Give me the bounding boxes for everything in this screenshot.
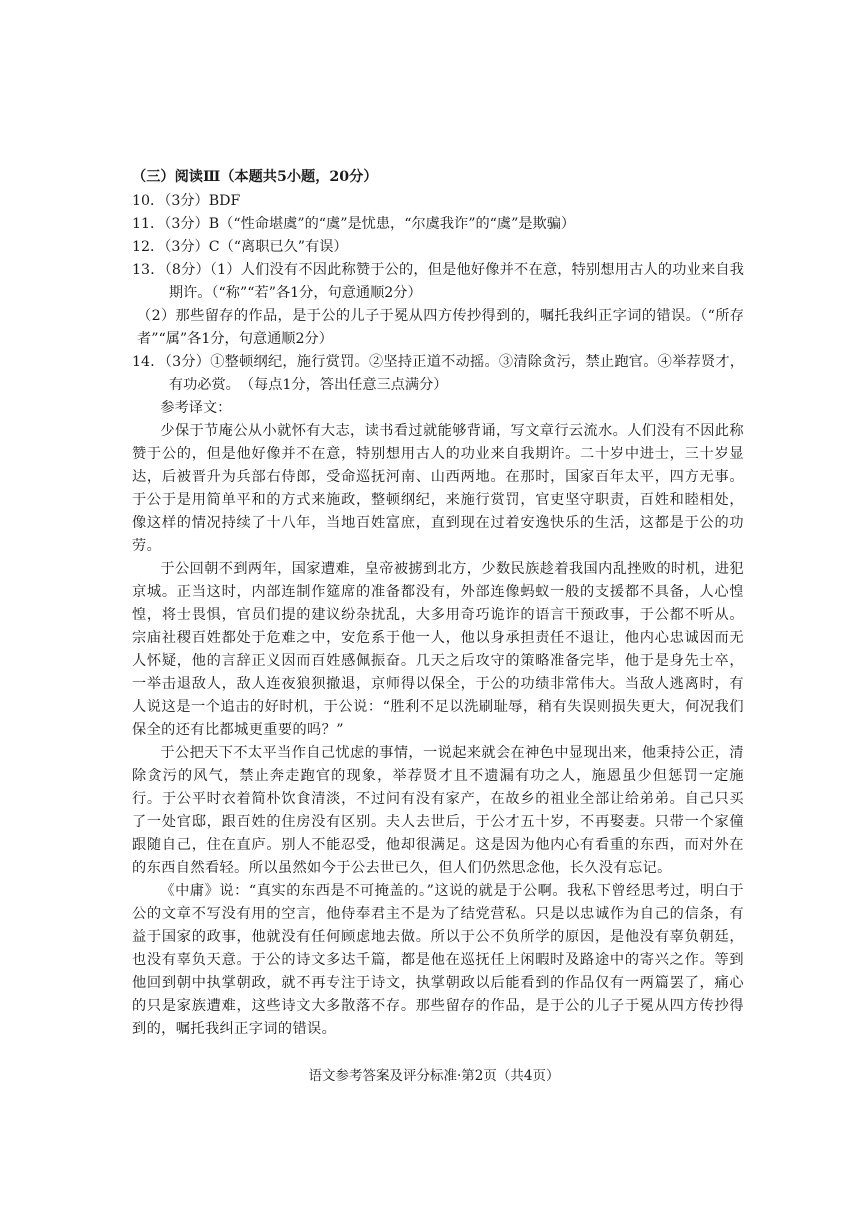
page-content xyxy=(132,166,744,1041)
answer-item-10: 10．（3分）BDF xyxy=(132,193,241,209)
page-footer: 语文参考答案及评分标准·第2页（共4页） xyxy=(308,1068,560,1084)
answer-item-14: 14．（3分）①整顿纲纪，施行赏罚。②坚持正道不动摇。③清除贪污，禁止跑官。④举荐贤才，有功必赏。 （每点1分，答出任意三点满分） xyxy=(132,354,744,393)
translation-paragraph: 于公回朝不到两年，国家遭难，皇帝被掳到北方，少数民族趁着我国内乱挫败的时机，进犯京城。正当这时，内部连制作筵席的准备都没有，外部连像蚂蚁一般的支援都不具备，人心惶惶，将士畏惧，官员们提的建议纷杂扰乱，大多用奇巧诡诈的语言干预政事，于公都不听从。宗庙社稷百姓都处于危难之中，安危系于他一人，他以身承担责任不退让，他内心忠诚因而无人怀疑，他的言辞正义因而百姓感佩振奋。几天之后攻守的策略准备完毕，他于是身先士卒，一举击退敌人，敌人连夜狼狈撤退，京师得以保全，于公的功绩非常伟大。当敌人逃离时，有人说这是一个追击的好时机，于公说：“胜利不足以洗刷耻辱，稍有失误则损失更大，何况我们保全的还有比都城更重要的吗？” xyxy=(132,561,744,738)
translation-paragraph: 于公把天下不太平当作自己忧虑的事情，一说起来就会在神色中显现出来，他秉持公正，清除贪污的风气，禁止奔走跑官的现象，举荐贤才且不遗漏有功之人，施恩虽少但惩罚一定施行。于公平时衣着简朴饮食清淡，不过问有没有家产，在故乡的祖业全部让给弟弟。自己只买了一处官邸，跟百姓的住房没有区别。夫人去世后，于公才五十岁，不再娶妻。只带一个家僮跟随自己，住在直庐。别人不能忍受，他却很满足。这是因为他内心有看重的东西，而对外在的东西自然看轻。所以虽然如今于公去世已久，但人们仍然思念他，长久没有忘记。 xyxy=(132,745,744,876)
answer-item-12: 12．（3分）C（“离职已久”有误） xyxy=(132,239,348,255)
answer-item-13-part-2: （2）那些留存的作品，是于公的儿子于冕从四方传抄得到的，嘱托我纠正字词的错误。（“所存者”“属”各1分，句意通顺2分） xyxy=(137,308,744,347)
translation-paragraph: 《中庸》说：“真实的东西是不可掩盖的。”这说的就是于公啊。我私下曾经思考过，明白于公的文章不写没有用的空言，他侍奉君主不是为了结党营私。只是以忠诚作为自己的信条，有益于国家的政事，他就没有任何顾虑地去做。所以于公不负所学的原因，是他没有辜负朝廷，也没有辜负天意。于公的诗文多达千篇，都是他在巡抚任上闲暇时及路途中的寄兴之作。等到他回到朝中执掌朝政，就不再专注于诗文，执掌朝政以后能看到的作品仅有一两篇罢了，痛心的只是家族遭难，这些诗文大多散落不存。那些留存的作品，是于公的儿子于冕从四方传抄得到的，嘱托我纠正字词的错误。 xyxy=(132,883,744,1037)
section-title: （三）阅读Ⅲ（本题共5小题，20分） xyxy=(132,169,378,185)
answer-item-13-part-1: 13．（8分）（1）人们没有不因此称赞于公的，但是他好像并不在意，特别想用古人的功业来自我期许。（“称”“若”各1分，句意通顺2分） xyxy=(132,262,744,301)
answer-item-11: 11．（3分）B（“性命堪虞”的“虞”是忧患，“尔虞我诈”的“虞”是欺骗） xyxy=(132,216,576,232)
translation-paragraph: 少保于节庵公从小就怀有大志，读书看过就能够背诵，写文章行云流水。人们没有不因此称赞于公的，但是他好像并不在意，特别想用古人的功业来自我期许。二十岁中进士，三十岁显达，后被晋升为兵部右侍郎，受命巡抚河南、山西两地。在那时，国家百年太平，四方无事。于公于是用简单平和的方式来施政，整顿纲纪，来施行赏罚，官吏坚守职责，百姓和睦相处，像这样的情况持续了十八年，当地百姓富庶，直到现在过着安逸快乐的生活，这都是于公的功劳。 xyxy=(132,423,744,554)
translation-heading: 参考译文： xyxy=(160,400,232,416)
